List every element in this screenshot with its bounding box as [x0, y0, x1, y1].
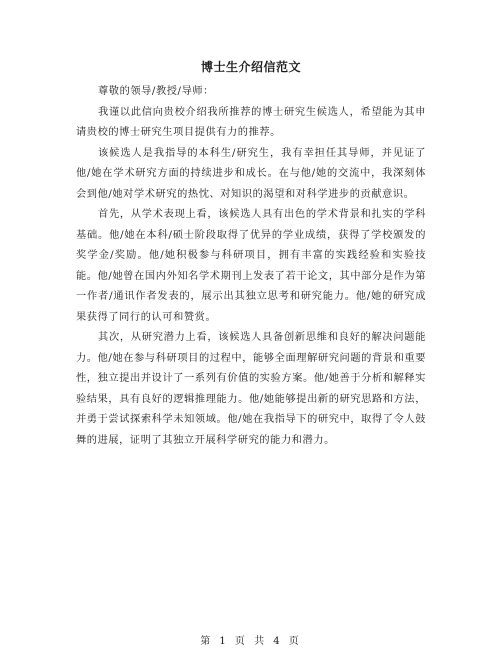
paragraph-intro: 我谨以此信向贵校介绍我所推荐的博士研究生候选人，希望能为其申请贵校的博士研究生项目提供有力的推荐。: [76, 106, 426, 138]
paragraph-academic-performance: 首先，从学术表现上看，该候选人具有出色的学术背景和扎实的学科基础。他/她在本科/硕士阶段取得了优异的学业成绩，获得了学校颁发的奖学金/奖励。他/她积极参与科研项目，拥有丰富的实践经验和实验技能。他/她曾在国内外知名学术期刊上发表了若干论文，其中部分是作为第一作者/通讯作者发表的，展示出其独立思考和研究能力。他/她的研究成果获得了同行的认可和赞赏。: [76, 209, 426, 323]
document-title: 博士生介绍信范文: [200, 60, 301, 74]
salutation: 尊敬的领导/教授/导师：: [98, 86, 214, 97]
paragraph-relationship: 该候选人是我指导的本科生/研究生，我有幸担任其导师，并见证了他/她在学术研究方面的持续进步和成长。在与他/她的交流中，我深刻体会到他/她对学术研究的热忱、对知识的渴望和对科学进步的贡献意识。: [76, 147, 426, 200]
paragraph-research-potential: 其次，从研究潜力上看，该候选人具备创新思维和良好的解决问题能力。他/她在参与科研项目的过程中，能够全面理解研究问题的背景和重要性，独立提出并设计了一系列有价值的实验方案。他/她善于分析和解释实验结果，具有良好的逻辑推理能力。他/她能够提出新的研究思路和方法，并勇于尝试探索科学未知领域。他/她在我指导下的研究中，取得了令人鼓舞的进展，证明了其独立开展科学研究的能力和潜力。: [76, 332, 426, 446]
document-body: [76, 82, 426, 451]
page-number-footer: 第 1 页 共 4 页: [200, 636, 302, 647]
